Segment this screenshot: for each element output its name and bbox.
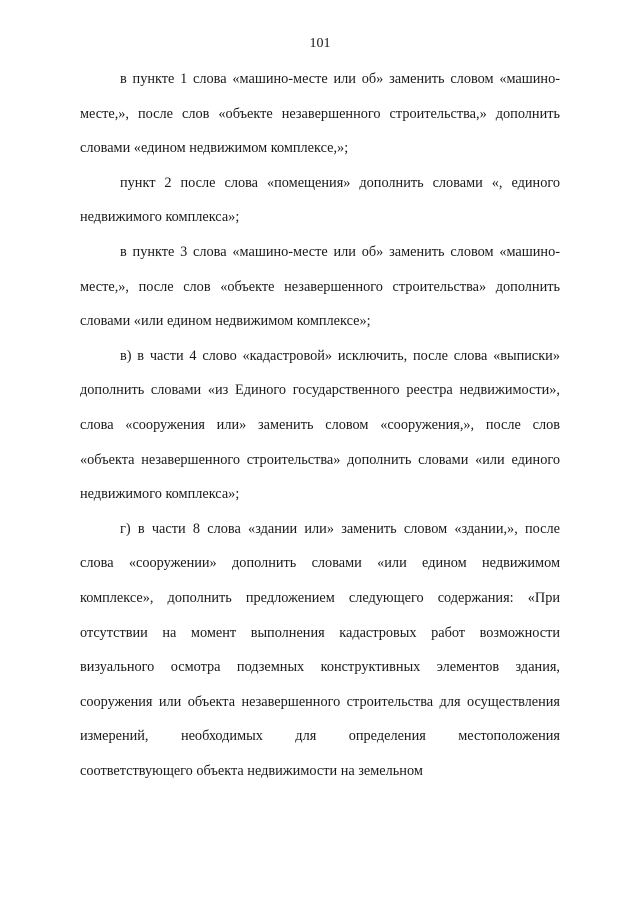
paragraph-part-8-change: г) в части 8 слова «здании или» заменить словом «здании,», после слова «сооружении» дополнить словами «или едином недвижимом комплексе», дополнить предложением следующего содержания: «При отсутствии на момент выполнения кадастровых работ возможности визуального осмотра подземных конструктивных элементов здания, сооружения или объекта незавершенного строительства для осуществления измерений, необходимых для определения местоположения соответствующего объекта недвижимости на земельном <box>80 520 560 779</box>
paragraph-item-1-change: в пункте 1 слова «машино-месте или об» заменить словом «машино-месте,», после слов «объекте незавершенного строительства,» дополнить словами «едином недвижимом комплексе,»; <box>80 71 560 157</box>
document-body <box>80 62 560 788</box>
paragraph-item-3-change: в пункте 3 слова «машино-месте или об» заменить словом «машино-месте,», после слов «объекте незавершенного строительства» дополнить словами «или едином недвижимом комплексе»; <box>80 243 560 330</box>
page-number: 101 <box>309 36 331 51</box>
paragraph-part-4-change: в) в части 4 слово «кадастровой» исключить, после слова «выписки» дополнить словами «из Единого государственного реестра недвижимости», слова «сооружения или» заменить словом «сооружения,», после слов «объекта незавершенного строительства» дополнить словами «или единого недвижимого комплекса»; <box>80 347 560 503</box>
paragraph-item-2-change: пункт 2 после слова «помещения» дополнить словами «, единого недвижимого комплекса»; <box>80 174 560 226</box>
